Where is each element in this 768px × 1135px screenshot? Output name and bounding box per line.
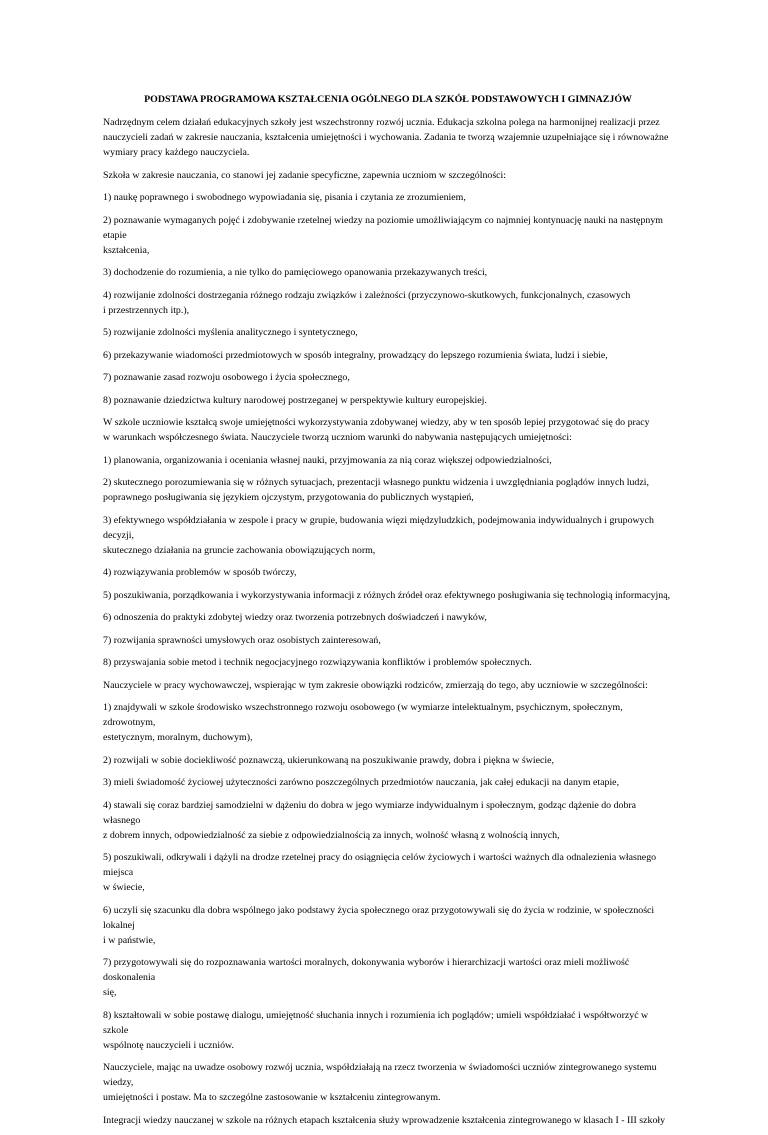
list-item: 8) przyswajania sobie metod i technik negocjacyjnego rozwiązywania konfliktów i problemów społecznych. — [103, 657, 532, 668]
paragraph: Nauczyciele, mając na uwadze osobowy rozwój ucznia, współdziałają na rzecz tworzenia w świadomości uczniów zintegrowanego systemu wiedzy, umiejętności i postaw. Ma to szczególne zastosowanie w kształceniu zintegrowanym. — [103, 1062, 657, 1103]
list-item: 4) stawali się coraz bardziej samodzielni w dążeniu do dobra w jego wymiarze indywidualnym i społecznym, godząc dążenie do dobra własnego z dobrem innych, odpowiedzialność za siebie z odpowiedzialnością za innych, wolność własną z wolnością innych, — [103, 799, 637, 841]
list-item: 5) rozwijanie zdolności myślenia analitycznego i syntetycznego, — [103, 327, 358, 338]
list-item: 1) naukę poprawnego i swobodnego wypowiadania się, pisania i czytania ze zrozumieniem, — [103, 192, 466, 203]
paragraph: Nauczyciele w pracy wychowawczej, wspierając w tym zakresie obowiązki rodziców, zmierzają do tego, aby uczniowie w szczególności: — [103, 679, 648, 691]
list-item: 5) poszukiwania, porządkowania i wykorzystywania informacji z różnych źródeł oraz efektywnego posługiwania się technologią informacyjną, — [103, 589, 671, 601]
list-item: 3) dochodzenie do rozumienia, a nie tylko do pamięciowego opanowania przekazywanych treści, — [103, 267, 488, 278]
list-item: 4) rozwijanie zdolności dostrzegania różnego rodzaju związków i zależności (przyczynowo-skutkowych, funkcjonalnych, czasowych i przestrzennych itp.), — [103, 289, 631, 316]
list-item: 4) rozwiązywania problemów w sposób twórczy, — [103, 567, 297, 578]
list-item: 2) skutecznego porozumiewania się w różnych sytuacjach, prezentacji własnego punktu widzenia i uwzględniania poglądów innych ludzi, poprawnego posługiwania się językiem ojczystym, przygotowania do publicznych wystąpień, — [103, 477, 649, 503]
list-item: 7) poznawanie zasad rozwoju osobowego i życia społecznego, — [103, 372, 350, 383]
paragraph: Nadrzędnym celem działań edukacyjnych szkoły jest wszechstronny rozwój ucznia. Edukacja szkolna polega na harmonijnej realizacji przez nauczycieli zadań w zakresie nauczania, kształcenia umiejętności i wychowania. Zadania te tworzą wzajemnie uzupełniające się i równoważne wymiary pracy każdego nauczyciela. — [103, 117, 669, 158]
list-item: 3) efektywnego współdziałania w zespole i pracy w grupie, budowania więzi międzyludzkich, podejmowania indywidualnych i grupowych decyzji, skutecznego działania na gruncie zachowania obowiązujących norm, — [103, 514, 654, 556]
list-item: 8) kształtowali w sobie postawę dialogu, umiejętność słuchania innych i rozumienia ich poglądów; umieli współdziałać i współtworzyć w szkole wspólnotę nauczycieli i uczniów. — [103, 1009, 649, 1051]
list-item: 8) poznawanie dziedzictwa kultury narodowej postrzeganej w perspektywie kultury europejskiej. — [103, 394, 487, 406]
document-title: PODSTAWA PROGRAMOWA KSZTAŁCENIA OGÓLNEGO DLA SZKÓŁ PODSTAWOWYCH I GIMNAZJÓW — [144, 94, 632, 105]
list-item: 5) poszukiwali, odkrywali i dążyli na drodze rzetelnej pracy do osiągnięcia celów życiowych i wartości ważnych dla odnalezienia własnego miejsca w świecie, — [103, 852, 657, 893]
paragraph: Szkoła w zakresie nauczania, co stanowi jej zadanie specyficzne, zapewnia uczniom w szczególności: — [103, 169, 507, 181]
list-item: 7) przygotowywali się do rozpoznawania wartości moralnych, dokonywania wyborów i hierarchizacji wartości oraz mieli możliwość doskonalenia się, — [103, 957, 630, 998]
list-item: 6) uczyli się szacunku dla dobra wspólnego jako podstawy życia społecznego oraz przygotowywali się do życia w rodzinie, w społeczności lokalnej i w państwie, — [103, 904, 655, 946]
list-item: 3) mieli świadomość życiowej użyteczności zarówno poszczególnych przedmiotów nauczania, jak całej edukacji na danym etapie, — [103, 777, 620, 788]
document-page — [103, 92, 673, 1135]
list-item: 1) znajdywali w szkole środowisko wszechstronnego rozwoju osobowego (w wymiarze intelektualnym, psychicznym, społecznym, zdrowotnym, estetycznym, moralnym, duchowym), — [103, 702, 623, 743]
paragraph: W szkole uczniowie kształcą swoje umiejętności wykorzystywania zdobywanej wiedzy, aby w ten sposób lepiej przygotować się do pracy w warunkach współczesnego świata. Nauczyciele tworzą uczniom warunki do nabywania następujących umiejętności: — [103, 417, 650, 443]
list-item: 7) rozwijania sprawności umysłowych oraz osobistych zainteresowań, — [103, 634, 381, 646]
list-item: 6) przekazywanie wiadomości przedmiotowych w sposób integralny, prowadzący do lepszego rozumienia świata, ludzi i siebie, — [103, 349, 608, 361]
paragraph: Integracji wiedzy nauczanej w szkole na różnych etapach kształcenia służy wprowadzenie kształcenia zintegrowanego w klasach I - III szkoły — [103, 1114, 666, 1126]
list-item: 1) planowania, organizowania i oceniania własnej nauki, przyjmowania za nią coraz większej odpowiedzialności, — [103, 454, 552, 466]
list-item: 2) rozwijali w sobie dociekliwość poznawczą, ukierunkowaną na poszukiwanie prawdy, dobra i piękna w świecie, — [103, 754, 554, 766]
list-item: 6) odnoszenia do praktyki zdobytej wiedzy oraz tworzenia potrzebnych doświadczeń i nawyków, — [103, 612, 487, 623]
list-item: 2) poznawanie wymaganych pojęć i zdobywanie rzetelnej wiedzy na poziomie umożliwiającym co najmniej kontynuację nauki na następnym etapie kształcenia, — [103, 214, 663, 256]
